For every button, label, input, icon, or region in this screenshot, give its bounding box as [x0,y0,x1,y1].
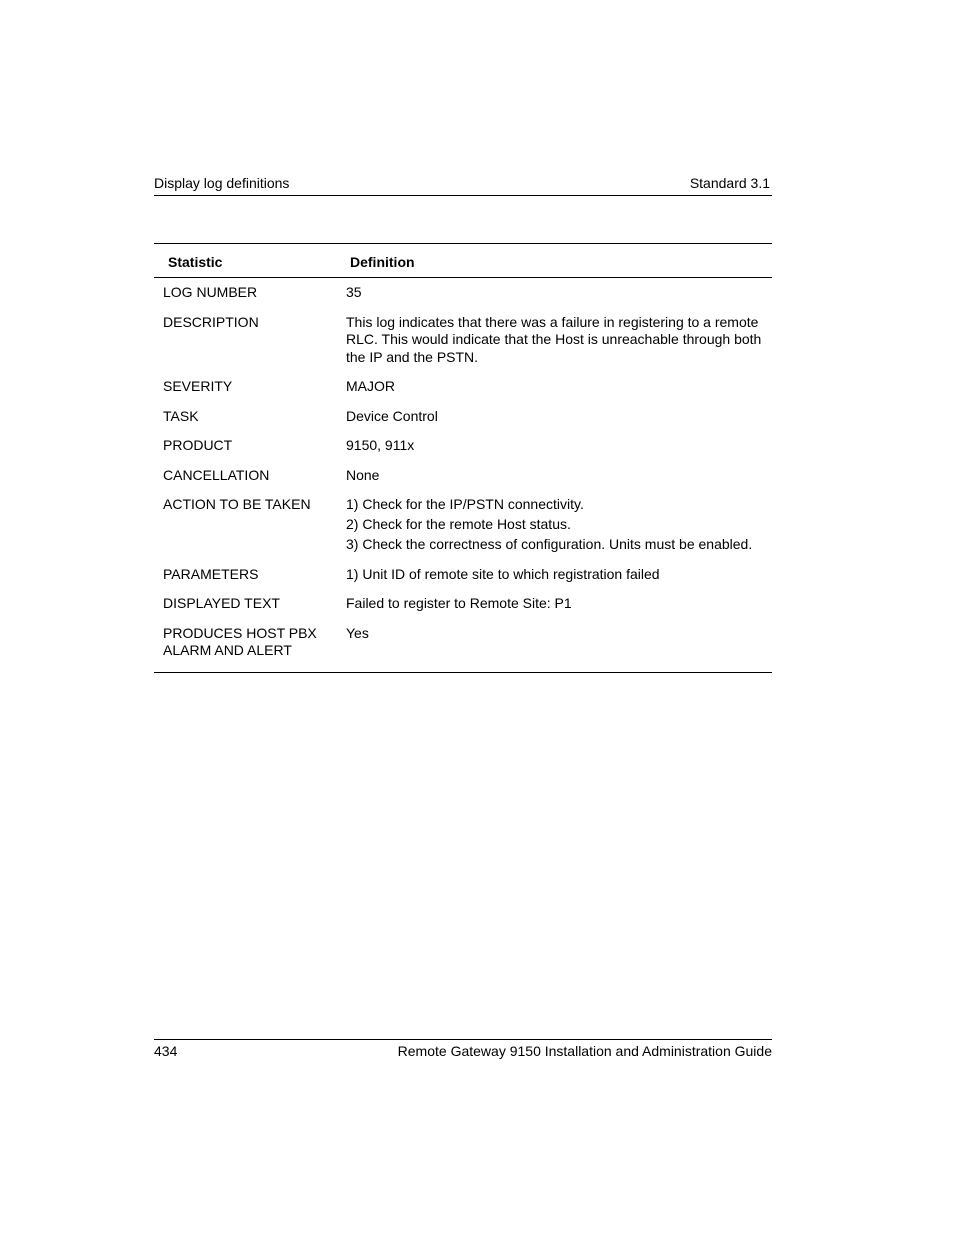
definition-cell [346,437,766,455]
table-body [154,278,772,672]
table-row [154,437,772,467]
table-row [154,467,772,497]
definition-line: Yes [346,624,369,641]
definition-cell [346,314,766,367]
definition-cell [346,595,766,613]
definition-cell [346,408,766,426]
statistic-cell: SEVERITY [163,378,233,394]
definition-cell [346,284,766,302]
definition-line: MAJOR [346,378,395,394]
page-header [154,174,772,196]
page-footer [154,1039,772,1059]
definition-line: 2) Check for the remote Host status. [346,516,571,532]
document-version: Standard 3.1 [689,175,770,191]
statistic-cell: PARAMETERS [163,565,259,582]
definition-line: None [346,466,380,483]
table-row [154,496,772,566]
definition-line: 3) Check the correctness of configuration. Units must be enabled. [346,536,753,552]
table-row [154,408,772,438]
statistic-cell: LOG NUMBER [163,284,258,300]
statistic-cell: TASK [163,407,199,424]
definition-line: This log indicates that there was a failure in registering to a remote RLC. This would indicate that the Host is unreachable through both the IP and the PSTN. [346,313,762,365]
definition-cell [346,566,766,584]
table-row [154,566,772,596]
statistic-cell: CANCELLATION [163,466,270,483]
column-header-definition: Definition [350,254,415,270]
table-row [154,314,772,379]
table-header [154,244,772,278]
statistic-cell: DISPLAYED TEXT [163,595,280,611]
definition-cell [346,467,766,485]
table-row [154,595,772,625]
table-row [154,378,772,408]
definition-cell [346,625,766,660]
statistic-cell: DESCRIPTION [163,313,259,330]
log-definition-table [154,243,772,673]
statistic-cell: ACTION TO BE TAKEN [163,496,311,512]
definition-line: 1) Check for the IP/PSTN connectivity. [346,496,584,512]
page-number: 434 [154,1043,178,1059]
statistic-cell: PRODUCT [163,437,233,453]
definition-cell [346,496,766,554]
guide-title: Remote Gateway 9150 Installation and Administration Guide [397,1043,772,1059]
column-header-statistic: Statistic [168,254,223,270]
section-title: Display log definitions [154,175,290,191]
table-row [154,625,772,672]
statistic-cell: PRODUCES HOST PBX ALARM AND ALERT [163,624,317,658]
definition-line: 9150, 911x [346,437,415,453]
definition-cell [346,378,766,396]
definition-line: 1) Unit ID of remote site to which registration failed [346,565,660,582]
definition-line: Failed to register to Remote Site: P1 [346,595,572,611]
table-row [154,278,772,314]
definition-line: 35 [346,284,362,300]
definition-line: Device Control [346,407,438,424]
